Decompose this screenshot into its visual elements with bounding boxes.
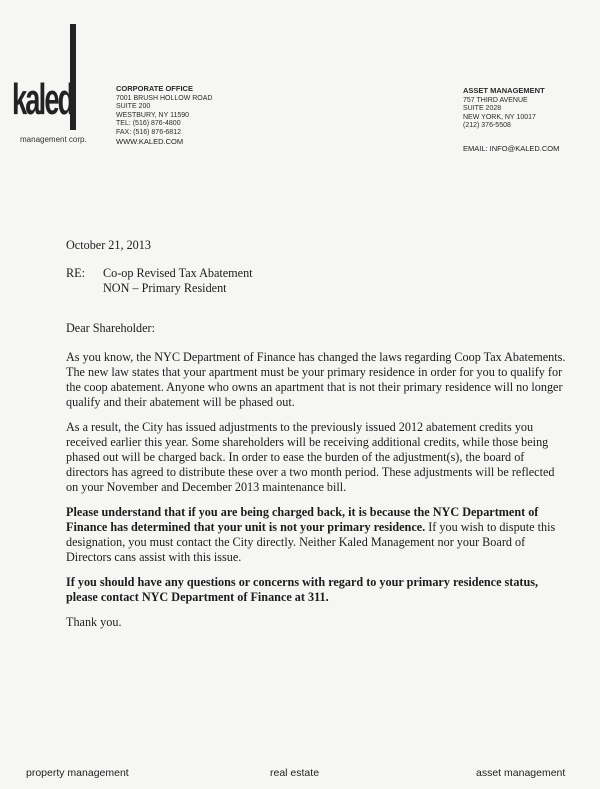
email-text: EMAIL: INFO@KALED.COM xyxy=(463,144,560,153)
paragraph-1: As you know, the NYC Department of Finance has changed the laws regarding Coop Tax Abatements. The new law states that your apartment must be your primary residence in order for you to qualify for the coop abatement. Anyone who owns an apartment that is not their primary residence will no longer qualify and their abatement will be phased out. xyxy=(66,350,566,409)
letter-date: October 21, 2013 xyxy=(66,238,151,252)
subject-line-2: NON – Primary Resident xyxy=(103,281,227,295)
asset-line: 757 THIRD AVENUE xyxy=(463,96,528,104)
asset-management-heading: ASSET MANAGEMENT xyxy=(463,86,545,95)
asset-line: SUITE 2028 xyxy=(463,105,502,112)
asset-management-block xyxy=(463,87,545,131)
paragraph-2: As a result, the City has issued adjustments to the previously issued 2012 abatement credits you received earlier this year. Some shareholders will be receiving additional credits, while those being phased out will be charged back. In order to ease the burden of the adjustment(s), the board of directors has agreed to distribute these over a two month period. These adjustments will be reflected on your November and December 2013 maintenance bill. xyxy=(66,420,555,494)
footer-real-estate: real estate xyxy=(270,767,320,779)
company-logo: kaled xyxy=(12,75,73,124)
salutation: Dear Shareholder: xyxy=(66,321,155,335)
re-label: RE: xyxy=(66,266,85,280)
footer-asset-management: asset management xyxy=(476,767,566,779)
closing: Thank you. xyxy=(66,615,122,629)
paragraph-3-rest: If you wish to dispute this designation, you must contact the City directly. Neither Kaled Management nor your Board of Directors cans assist with this issue. xyxy=(66,520,556,564)
asset-line: NEW YORK, NY 10017 xyxy=(463,113,536,121)
paragraph-4: If you should have any questions or concerns with regard to your primary residence status, please contact NYC Department of Finance at 311. xyxy=(66,575,539,604)
website-text: WWW.KALED.COM xyxy=(116,137,184,146)
corp-line: 7001 BRUSH HOLLOW ROAD xyxy=(116,94,213,102)
paragraph-3 xyxy=(66,505,566,565)
corp-line: SUITE 200 xyxy=(116,103,151,110)
footer-property-management: property management xyxy=(26,767,129,779)
subject-line-1: Co-op Revised Tax Abatement xyxy=(103,266,253,280)
corp-line: WESTBURY, NY 11590 xyxy=(116,111,190,119)
logo-tagline: management corp. xyxy=(20,135,87,144)
subject-lines xyxy=(103,266,253,296)
corp-line: TEL: (516) 876-4800 xyxy=(116,120,181,127)
asset-line: (212) 376-5508 xyxy=(463,122,511,129)
corporate-office-block xyxy=(116,85,212,137)
paragraph-3-bold: Please understand that if you are being charged back, it is because the NYC Department of Finance has determined that your unit is not your primary residence. xyxy=(66,505,539,534)
corp-line: FAX: (516) 876-6812 xyxy=(116,128,181,136)
corporate-office-heading: CORPORATE OFFICE xyxy=(116,84,193,93)
